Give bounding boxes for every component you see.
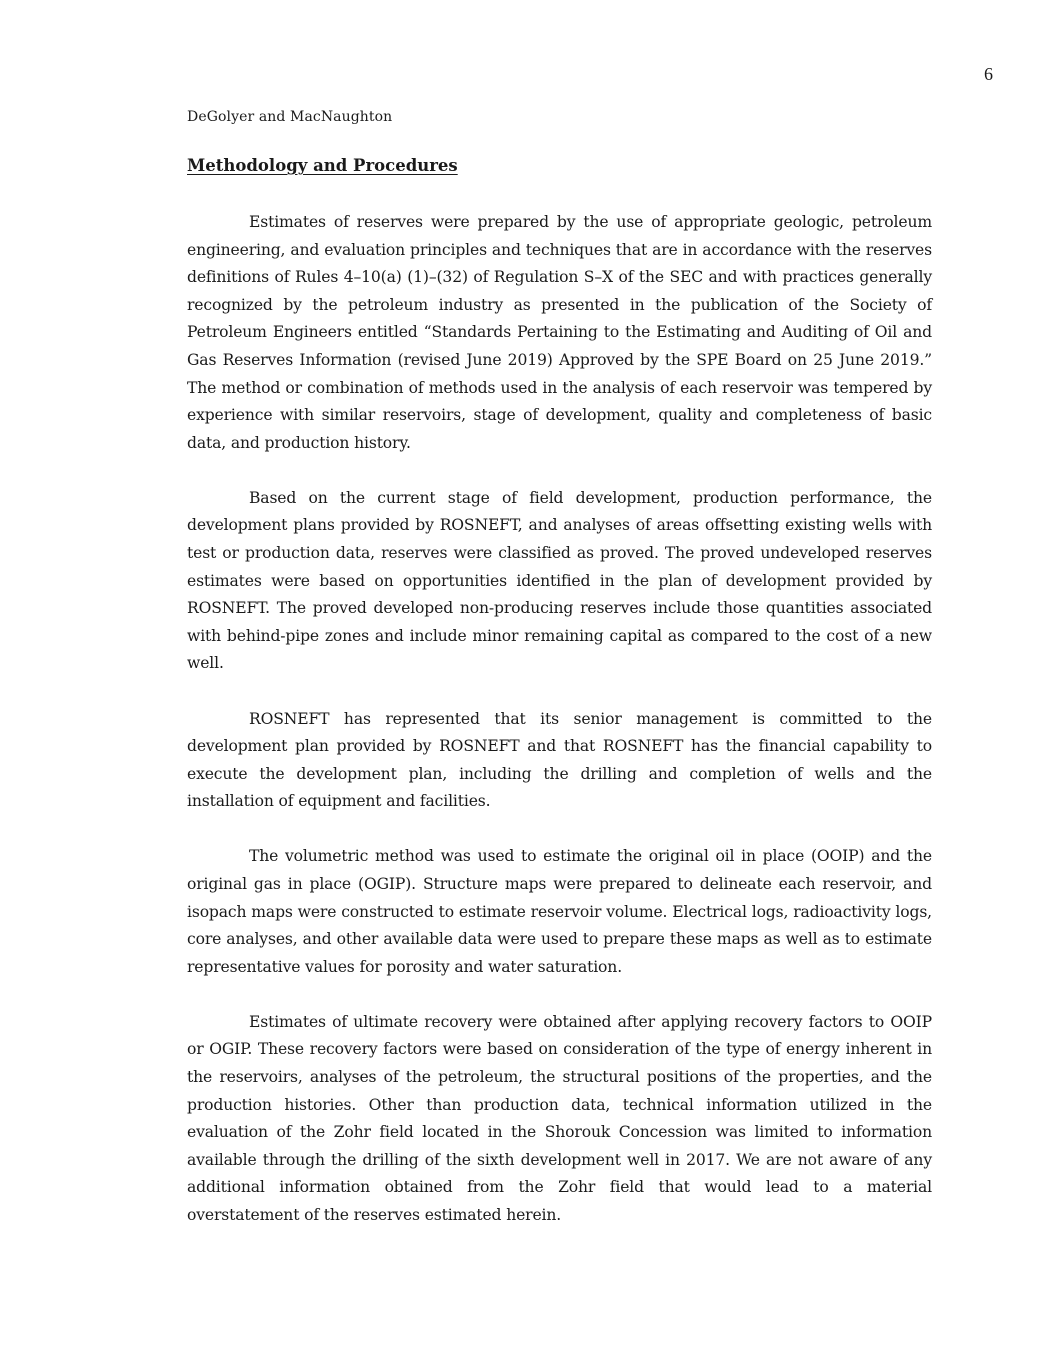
document-body (187, 152, 932, 1257)
paragraph-volumetric-method: The volumetric method was used to estimate the original oil in place (OOIP) and the original gas in place (OGIP). Structure maps were prepared to delineate each reservoir, and isopach maps were constructed to estimate reservoir volume. Electrical logs, radioactivity logs, core analyses, and other available data were used to prepare these maps as well as to estimate representative values for porosity and water saturation. (187, 847, 932, 976)
firm-header: DeGolyer and MacNaughton (187, 109, 393, 125)
paragraph-management-commitment: ROSNEFT has represented that its senior management is committed to the development plan provided by ROSNEFT and that ROSNEFT has the financial capability to execute the development plan, including the drilling and completion of wells and the installation of equipment and facilities. (187, 709, 932, 811)
section-heading: Methodology and Procedures (187, 156, 458, 175)
paragraph-reserves-estimation: Estimates of reserves were prepared by the use of appropriate geologic, petroleum engineering, and evaluation principles and techniques that are in accordance with the reserves definitions of Rules 4–10(a) (1)–(32) of Regulation S–X of the SEC and with practices generally recognized by the petroleum industry as presented in the publication of the Society of Petroleum Engineers entitled “Standards Pertaining to the Estimating and Auditing of Oil and Gas Reserves Information (revised June 2019) Approved by the SPE Board on 25 June 2019.” The method or combination of methods used in the analysis of each reservoir was tempered by experience with similar reservoirs, stage of development, quality and completeness of basic data, and production history. (187, 213, 932, 452)
paragraph-ultimate-recovery: Estimates of ultimate recovery were obtained after applying recovery factors to OOIP or OGIP. These recovery factors were based on consideration of the type of energy inherent in the reservoirs, analyses of the petroleum, the structural positions of the properties, and the production histories. Other than production data, technical information utilized in the evaluation of the Zohr field located in the Shorouk Concession was limited to information available through the drilling of the sixth development well in 2017. We are not aware of any additional information obtained from the Zohr field that would lead to a material overstatement of the reserves estimated herein. (187, 1012, 932, 1224)
page-number: 6 (984, 64, 993, 84)
paragraph-reserves-classification: Based on the current stage of field development, production performance, the development plans provided by ROSNEFT, and analyses of areas offsetting existing wells with test or production data, reserves were classified as proved. The proved undeveloped reserves estimates were based on opportunities identified in the plan of development provided by ROSNEFT. The proved developed non-producing reserves include those quantities associated with behind-pipe zones and include minor remaining capital as compared to the cost of a new well. (187, 488, 932, 673)
